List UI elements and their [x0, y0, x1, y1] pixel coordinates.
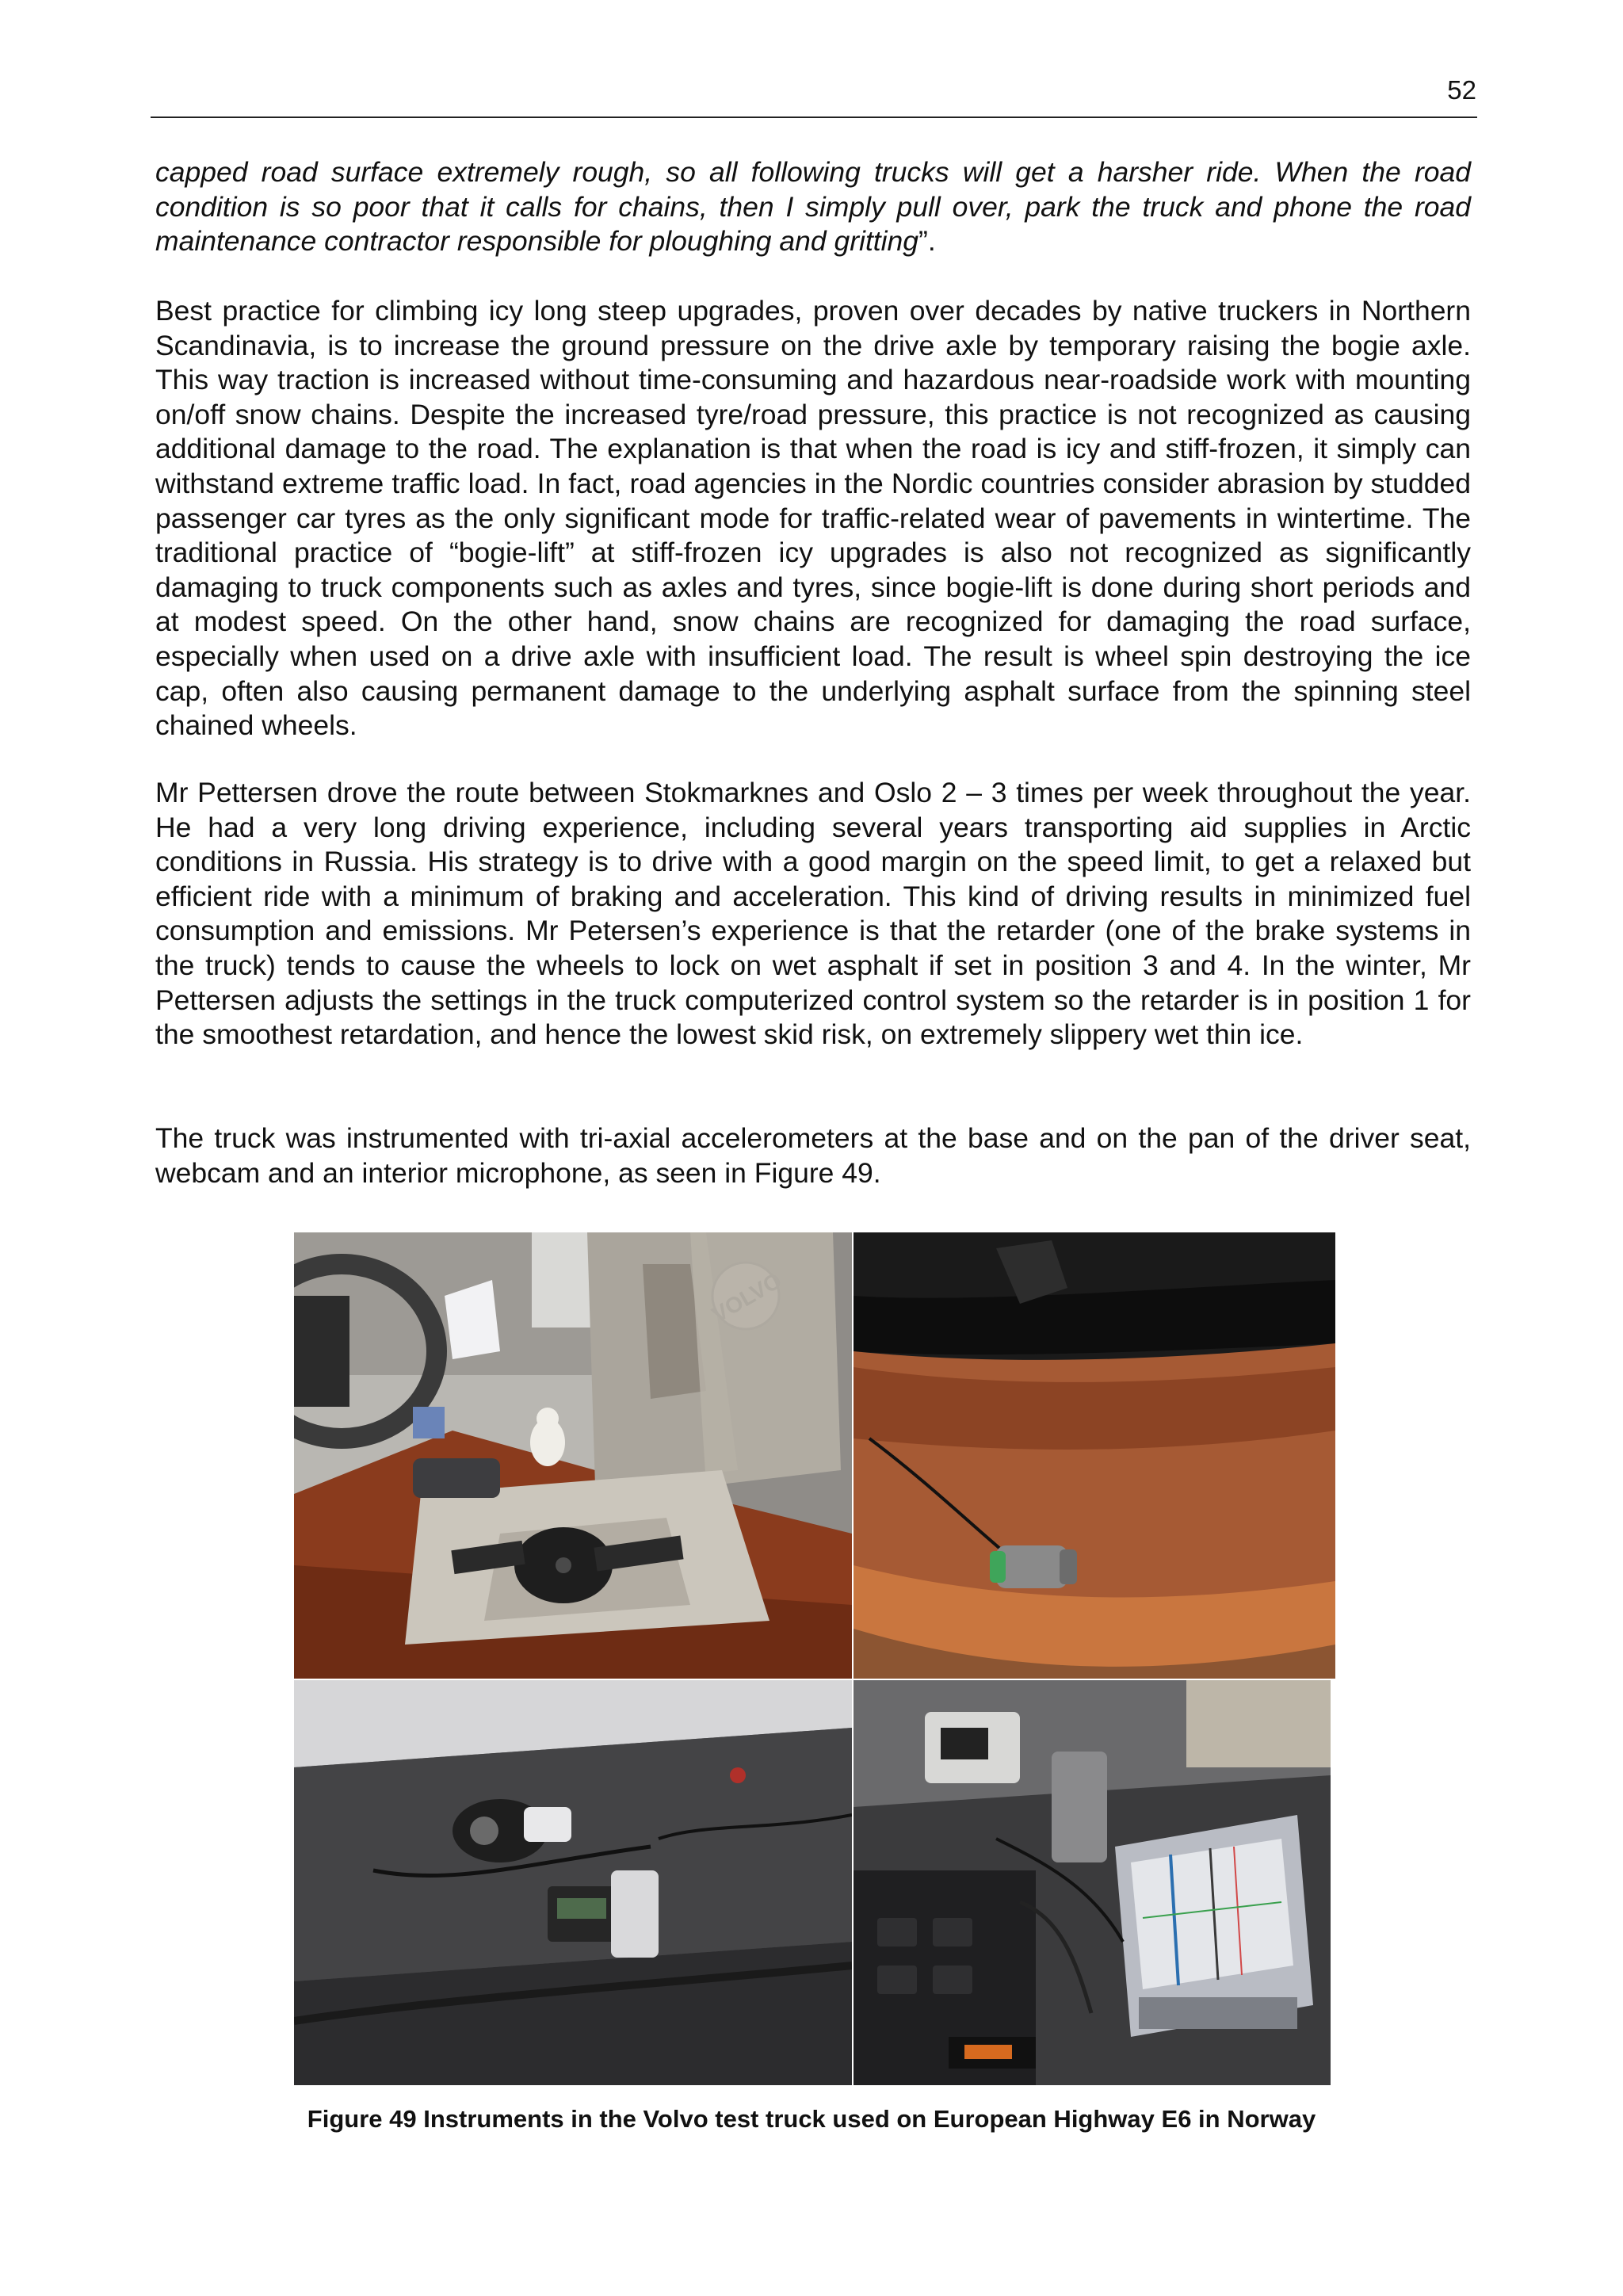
paragraph-quote-end	[155, 155, 1471, 259]
photo-floor-accelerometer	[854, 1232, 1335, 1679]
seat-photo-illustration	[294, 1232, 852, 1679]
photo-data-logger	[854, 1680, 1331, 2085]
paragraph-instrumentation: The truck was instrumented with tri-axial accelerometers at the base and on the pan of the driver seat, webcam and an interior microphone, as seen in Figure 49.	[155, 1122, 1471, 1189]
floor-photo-illustration	[854, 1232, 1335, 1679]
quote-text: capped road surface extremely rough, so all following trucks will get a harsher ride. When the road condition is so poor that it calls for chains, then I simply pull over, park the truck and phone the road maintenance contractor responsible for ploughing and gritting	[155, 156, 1471, 258]
photo-driver-seat	[294, 1232, 852, 1679]
quote-close: ”.	[918, 225, 936, 258]
logger-photo-illustration	[854, 1680, 1331, 2085]
webcam-photo-illustration	[294, 1680, 852, 2085]
page-number: 52	[1447, 75, 1476, 105]
paragraph-driver: Mr Pettersen drove the route between Stokmarknes and Oslo 2 – 3 times per week throughout the year. He had a very long driving experience, including several years transporting aid supplies in Arctic conditions in Russia. His strategy is to drive with a good margin on the speed limit, to get a relaxed but efficient ride with a minimum of braking and acceleration. This kind of driving results in minimized fuel consumption and emissions. Mr Petersen’s experience is that the retarder (one of the brake systems in the truck) tends to cause the wheels to lock on wet asphalt if set in position 3 and 4. In the winter, Mr Pettersen adjusts the settings in the truck computerized control system so the retarder is in position 1 for the smoothest retardation, and hence the lowest skid risk, on extremely slippery wet thin ice.	[155, 777, 1471, 1051]
paragraph-bogie-lift: Best practice for climbing icy long steep upgrades, proven over decades by native truckers in Northern Scandinavia, is to increase the ground pressure on the drive axle by temporary raising the bogie axle. This way traction is increased without time-consuming and hazardous near-roadside work with mounting on/off snow chains. Despite the increased tyre/road pressure, this practice is not recognized as causing additional damage to the road. The explanation is that when the road is icy and stiff-frozen, it simply can withstand extreme traffic load. In fact, road agencies in the Nordic countries consider abrasion by studded passenger car tyres as the only significant mode for traffic-related wear of pavements in wintertime. The traditional practice of “bogie-lift” at stiff-frozen icy upgrades is also not recognized as significantly damaging to truck components such as axles and tyres, since bogie-lift is done during short periods and at modest speed. On the other hand, snow chains are recognized for damaging the road surface, especially when used on a drive axle with insufficient load. The result is wheel spin destroying the ice cap, often also causing permanent damage to the underlying asphalt surface from the spinning steel chained wheels.	[155, 295, 1471, 742]
figure-49	[294, 1232, 1335, 2085]
figure-caption: Figure 49 Instruments in the Volvo test truck used on European Highway E6 in Norway	[307, 2105, 1316, 2133]
photo-dashboard-webcam	[294, 1680, 852, 2085]
header-rule	[151, 117, 1477, 118]
